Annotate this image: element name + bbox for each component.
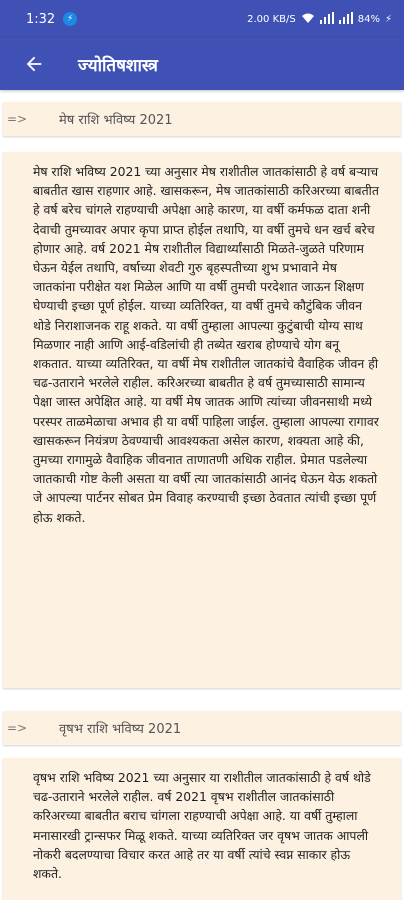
battery-charging-icon: ⚡ (384, 13, 392, 25)
section-body-text: मेष राशि भविष्य 2021 च्या अनुसार मेष राशीतील जातकांसाठी हे वर्ष बऱ्याच बाबतीत खास राहणार आहे. खासकरून, मेष जातकांसाठी करिअरच्या बाबतीत हे वर्ष बरेच चांगले राहण्याची अपेक्षा आहे कारण, या वर्षी कर्मफळ दाता शनी देवाची तुमच्यावर अपार कृपा प्राप्त होईल तथापि, या वर्षी तुमचे धन खर्च बरेच होणार आहे. वर्ष 2021 मेष राशीतील विद्यार्थ्यांसाठी मिळते-जुळते परिणाम घेऊन येईल तथापि, वर्षाच्या शेवटी गुरु बृहस्पतीच्या शुभ प्रभावाने मेष जातकांना परीक्षेत यश मिळेल आणि या वर्षी तुमची परदेशात जाऊन शिक्षण घेण्याची इच्छा पूर्ण होईल. याच्या व्यतिरिक्त, या वर्षी तुमचे कौटुंबिक जीवन थोडे निराशाजनक राहू शकते. या वर्षी तुम्हाला आपल्या कुटुंबाची योग्य साथ मिळणार नाही आणि आई-वडिलांची ही तब्येत खराब होण्याचे योग बनू शकतात. याच्या व्यतिरिक्त, या वर्षी मेष राशीतील जातकांचे वैवाहिक जीवन ही चढ-उताराने भरलेले राहील. करिअरच्या बाबतीत हे वर्ष तुमच्यासाठी सामान्य पेक्षा जास्त अपेक्षित आहे. या वर्षी मेष जातक आणि त्यांच्या जीवनसाथी मध्ये परस्पर ताळमेळाचा अभाव ही या वर्षी पाहिला जाईल. तुम्हाला आपल्या रागावर खासकरून नियंत्रण ठेवण्याची आवश्यकता असेल कारण, शक्यता आहे की, तुमच्या रागामुळे वैवाहिक जीवनात ताणातणी अधिक राहील. प्रेमात पडलेल्या जातकाची गोष्ट केली असता या वर्षी त्या जातकांसाठी आनंद घेऊन येऊ शकतो जे आपल्या पार्टनर सोबत प्रेम विवाह करण्याची इच्छा ठेवतात त्यांची इच्छा पूर्ण होऊ शकते. (33, 164, 379, 525)
signal-icon-2 (339, 12, 353, 27)
section-title: मेष राशि भविष्य 2021 (59, 113, 173, 128)
back-button[interactable] (20, 50, 48, 78)
network-speed: 2.00 KB/S (247, 13, 296, 25)
arrow-left-icon (23, 53, 45, 75)
section-header-vrishabh[interactable] (3, 711, 401, 745)
section-arrow: => (7, 721, 28, 735)
section-header-mesh[interactable] (3, 102, 401, 136)
section-arrow: => (7, 112, 28, 126)
status-left (26, 12, 77, 27)
section-body-mesh (3, 152, 401, 688)
signal-icon (320, 12, 334, 27)
section-body-text: वृषभ राशि भविष्य 2021 च्या अनुसार या राशीतील जातकांसाठी हे वर्ष थोडे चढ-उताराने भरलेले राहील. वर्ष 2021 वृषभ राशीतील जातकांसाठी करिअरच्या बाबतीत बराच चांगला राहण्याची अपेक्षा आहे. या वर्षी तुम्हाला मनासारखी ट्रान्सफर मिळू शकते. याच्या व्यतिरिक्त जर वृषभ जातक आपली नोकरी बदलण्याचा विचार करत आहे तर या वर्षी त्यांचे स्वप्न साकार होऊ शकते. (33, 770, 371, 882)
app-bar (0, 38, 404, 90)
wifi-icon (301, 12, 315, 27)
page-title: ज्योतिषशास्त्र (78, 55, 158, 76)
section-body-vrishabh (3, 758, 401, 900)
status-right (247, 12, 392, 27)
battery-level: 84% (357, 13, 380, 25)
status-bar (0, 0, 404, 38)
status-time: 1:32 (26, 11, 56, 27)
section-title: वृषभ राशि भविष्य 2021 (59, 722, 182, 737)
content-list[interactable] (0, 90, 404, 900)
notification-icon: ⚡ (63, 12, 77, 26)
